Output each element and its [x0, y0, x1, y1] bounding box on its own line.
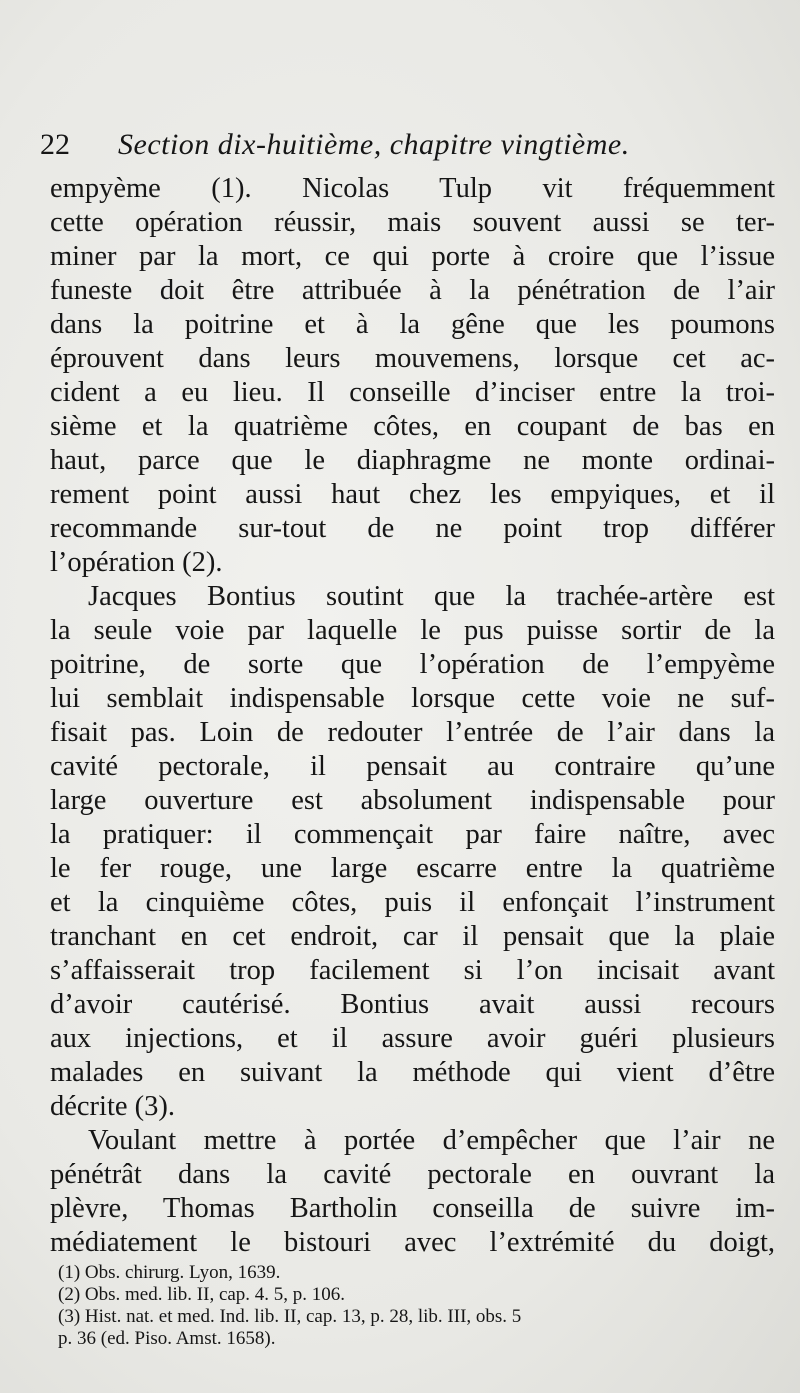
text-line: d’avoir cautérisé. Bontius avait aussi recours [50, 989, 775, 1020]
body-text [50, 172, 775, 1260]
running-title: Section dix-huitième, chapitre vingtième. [118, 128, 630, 161]
paragraph-first-line: Voulant mettre à portée d’empêcher que l’air ne [88, 1125, 775, 1156]
text-line: tranchant en cet endroit, car il pensait que la plaie [50, 921, 775, 952]
text-line: funeste doit être attribuée à la pénétration de l’air [50, 275, 775, 306]
text-line: dans la poitrine et à la gêne que les poumons [50, 309, 775, 340]
text-line: recommande sur-tout de ne point trop différer [50, 513, 775, 544]
text-line: large ouverture est absolument indispensable pour [50, 785, 775, 816]
text-line: pénétrât dans la cavité pectorale en ouvrant la [50, 1159, 775, 1190]
page-number: 22 [40, 128, 70, 161]
text-line: cavité pectorale, il pensait au contraire qu’une [50, 751, 775, 782]
text-line: empyème (1). Nicolas Tulp vit fréquemment [50, 173, 775, 204]
text-line: décrite (3). [50, 1091, 176, 1122]
text-line: sième et la quatrième côtes, en coupant de bas en [50, 411, 775, 442]
footnote: (1) Obs. chirurg. Lyon, 1639. [58, 1262, 281, 1283]
page-header [40, 128, 780, 168]
text-line: s’affaisserait trop facilement si l’on incisait avant [50, 955, 775, 986]
text-line: poitrine, de sorte que l’opération de l’empyème [50, 649, 775, 680]
text-line: fisait pas. Loin de redouter l’entrée de l’air dans la [50, 717, 775, 748]
footnote: (3) Hist. nat. et med. Ind. lib. II, cap. 13, p. 28, lib. III, obs. 5 [58, 1306, 522, 1327]
text-line: cette opération réussir, mais souvent aussi se ter- [50, 207, 775, 238]
text-line: lui semblait indispensable lorsque cette voie ne suf- [50, 683, 775, 714]
footnote-continuation: p. 36 (ed. Piso. Amst. 1658). [58, 1328, 276, 1349]
text-line: le fer rouge, une large escarre entre la quatrième [50, 853, 775, 884]
text-line: la seule voie par laquelle le pus puisse sortir de la [50, 615, 775, 646]
text-line: éprouvent dans leurs mouvemens, lorsque cet ac- [50, 343, 775, 374]
text-line: cident a eu lieu. Il conseille d’inciser entre la troi- [50, 377, 775, 408]
footnote: (2) Obs. med. lib. II, cap. 4. 5, p. 106. [58, 1284, 346, 1305]
text-line: médiatement le bistouri avec l’extrémité du doigt, [50, 1227, 775, 1258]
text-line: plèvre, Thomas Bartholin conseilla de suivre im- [50, 1193, 775, 1224]
text-line: la pratiquer: il commençait par faire naître, avec [50, 819, 775, 850]
text-line: rement point aussi haut chez les empyiques, et il [50, 479, 775, 510]
text-line: l’opération (2). [50, 547, 223, 578]
text-line: miner par la mort, ce qui porte à croire que l’issue [50, 241, 775, 272]
text-line: malades en suivant la méthode qui vient d’être [50, 1057, 775, 1088]
text-line: et la cinquième côtes, puis il enfonçait l’instrument [50, 887, 775, 918]
paragraph-first-line: Jacques Bontius soutint que la trachée-artère est [88, 581, 775, 612]
footnotes [58, 1262, 773, 1350]
text-line: haut, parce que le diaphragme ne monte ordinai- [50, 445, 775, 476]
text-line: aux injections, et il assure avoir guéri plusieurs [50, 1023, 775, 1054]
